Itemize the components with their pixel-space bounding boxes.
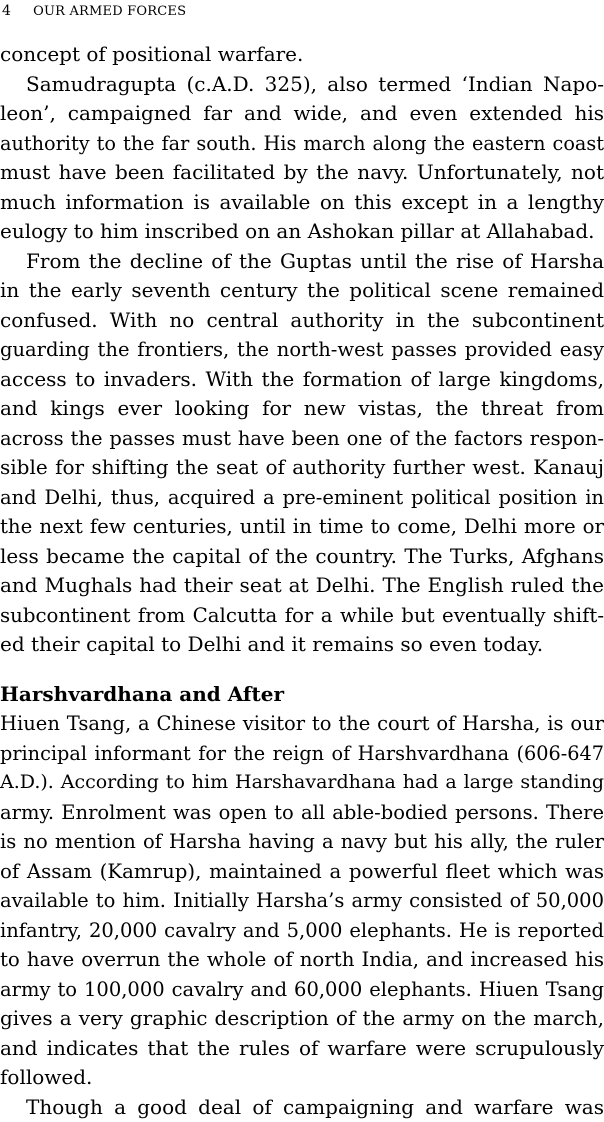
text-line: guarding the frontiers, the north-west passes provided easy bbox=[0, 335, 604, 365]
text-line: across the passes must have been one of the factors respon- bbox=[0, 424, 604, 454]
text-line: principal informant for the reign of Harshvardhana (606-647 bbox=[0, 739, 604, 769]
text-line: is no mention of Harsha having a navy but his ally, the ruler bbox=[0, 827, 604, 857]
main-paragraphs bbox=[0, 40, 604, 660]
text-line: A.D.). According to him Harshavardhana had a large standing bbox=[0, 768, 604, 798]
section-paragraphs bbox=[0, 709, 604, 1122]
text-line: confused. With no central authority in the subcontinent bbox=[0, 306, 604, 336]
text-line: From the decline of the Guptas until the rise of Harsha bbox=[0, 247, 604, 277]
text-line: access to invaders. With the formation of large kingdoms, bbox=[0, 365, 604, 395]
text-line: available to him. Initially Harsha’s army consisted of 50,000 bbox=[0, 886, 604, 916]
text-line: and kings ever looking for new vistas, the threat from bbox=[0, 394, 604, 424]
text-line: Samudragupta (c.A.D. 325), also termed ‘Indian Napo- bbox=[0, 70, 604, 100]
text-line: Though a good deal of campaigning and warfare was bbox=[0, 1093, 604, 1122]
text-line: infantry, 20,000 cavalry and 5,000 elephants. He is reported bbox=[0, 916, 604, 946]
text-line: and Mughals had their seat at Delhi. The English ruled the bbox=[0, 571, 604, 601]
running-head bbox=[2, 2, 186, 21]
text-line: gives a very graphic description of the army on the march, bbox=[0, 1004, 604, 1034]
text-line: in the early seventh century the political scene remained bbox=[0, 276, 604, 306]
text-line: must have been facilitated by the navy. Unfortunately, not bbox=[0, 158, 604, 188]
text-line: concept of positional warfare. bbox=[0, 40, 604, 70]
text-line: leon’, campaigned far and wide, and even extended his bbox=[0, 99, 604, 129]
text-line: followed. bbox=[0, 1063, 604, 1093]
text-line: sible for shifting the seat of authority further west. Kanauj bbox=[0, 453, 604, 483]
body-text bbox=[0, 40, 604, 1122]
text-line: to have overrun the whole of north India, and increased his bbox=[0, 945, 604, 975]
text-line: eulogy to him inscribed on an Ashokan pillar at Allahabad. bbox=[0, 217, 604, 247]
text-line: the next few centuries, until in time to come, Delhi more or bbox=[0, 512, 604, 542]
page-number: 4 bbox=[2, 2, 11, 20]
text-line: of Assam (Kamrup), maintained a powerful fleet which was bbox=[0, 857, 604, 887]
text-line: ed their capital to Delhi and it remains so even today. bbox=[0, 630, 604, 660]
section-heading: Harshvardhana and After bbox=[0, 680, 604, 710]
text-line: authority to the far south. His march along the eastern coast bbox=[0, 129, 604, 159]
text-line: army. Enrolment was open to all able-bodied persons. There bbox=[0, 798, 604, 828]
text-line: less became the capital of the country. The Turks, Afghans bbox=[0, 542, 604, 572]
text-line: Hiuen Tsang, a Chinese visitor to the court of Harsha, is our bbox=[0, 709, 604, 739]
text-line: and Delhi, thus, acquired a pre-eminent political position in bbox=[0, 483, 604, 513]
running-head-title: OUR ARMED FORCES bbox=[33, 4, 186, 19]
text-line: subcontinent from Calcutta for a while but eventually shift- bbox=[0, 601, 604, 631]
section-gap bbox=[0, 660, 604, 680]
text-line: much information is available on this except in a lengthy bbox=[0, 188, 604, 218]
text-line: army to 100,000 cavalry and 60,000 elephants. Hiuen Tsang bbox=[0, 975, 604, 1005]
text-line: and indicates that the rules of warfare were scrupulously bbox=[0, 1034, 604, 1064]
